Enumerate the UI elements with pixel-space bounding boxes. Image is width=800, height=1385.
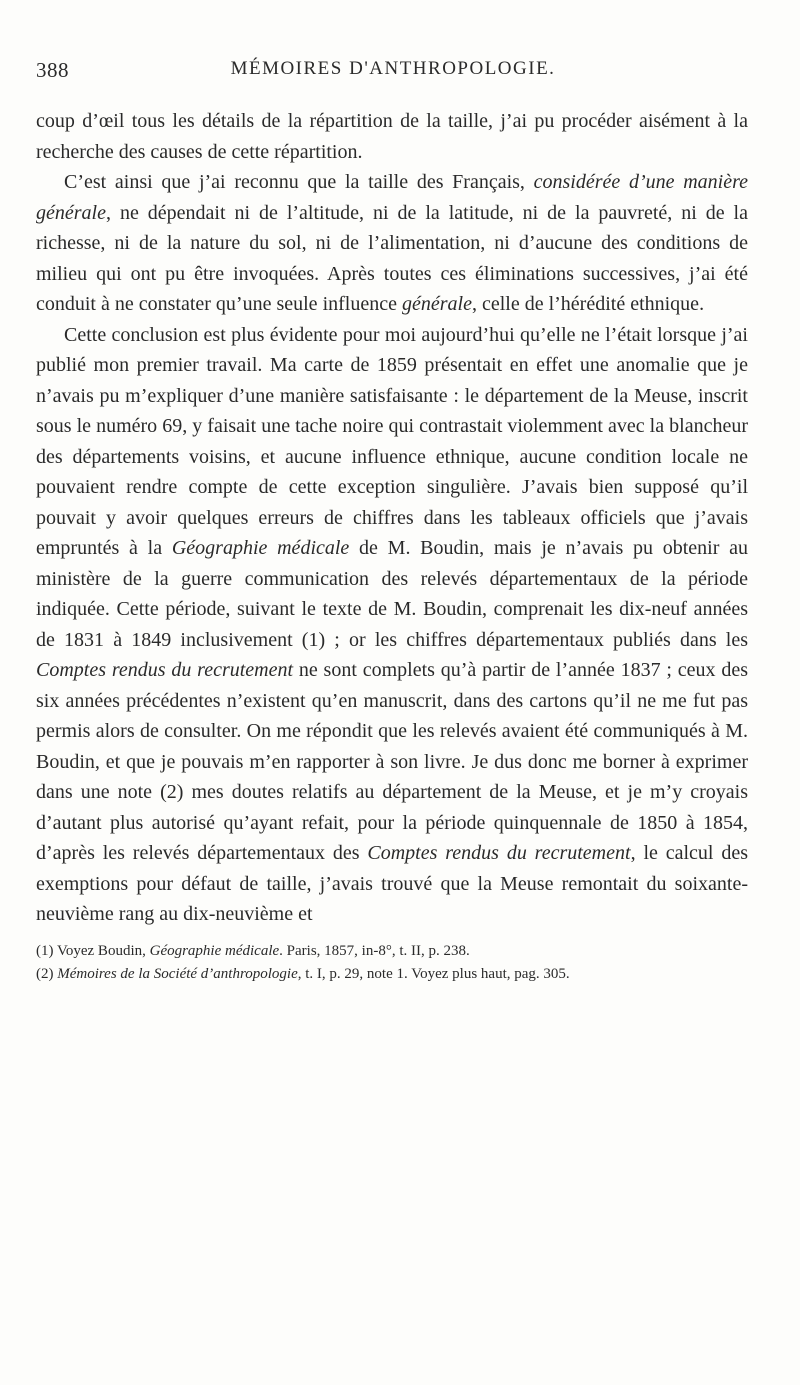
paragraph [36, 167, 748, 320]
footnote [36, 940, 750, 963]
italic-text: Comptes rendus du recrutement [36, 659, 294, 681]
page-header [36, 58, 750, 88]
italic-text: Géographie médicale [149, 943, 280, 959]
italic-text: considérée d’une manière générale [36, 171, 749, 224]
text-run: (1) Voyez Boudin, [36, 943, 150, 959]
text-run: ne sont complets qu’à partir de l’année 1837 ; ceux des six années précédentes n’existent qu’en manuscrit, dans des cartons qu’il ne me fut pas permis alors de consulter. On me répondit que les relevés avaient été communiqués à M. Boudin, et que je pouvais m’en rapporter à son livre. Je dus donc me borner à exprimer dans une note (2) mes doutes relatifs au département de la Meuse, et je m’y croyais d’autant plus autorisé qu’ayant refait, pour la période quinquennale de 1850 à 1854, d’après les relevés départementaux des [36, 659, 749, 864]
text-run: , ne dépendait ni de l’altitude, ni de la latitude, ni de la pauvreté, ni de la richesse, ni de la nature du sol, ni de l’alimentation, ni d’aucune des conditions de milieu qui ont pu être invoquées. Après toutes ces éliminations successives, j’ai été conduit à ne constater qu’une seule influence [36, 201, 748, 315]
paragraph [36, 320, 748, 930]
italic-text: Comptes rendus du recrutement [367, 842, 631, 864]
text-run: , t. I, p. 29, note 1. Voyez plus haut, pag. 305. [297, 966, 570, 982]
text-run: , celle de l’hérédité ethnique. [471, 293, 705, 315]
text-run: de M. Boudin, mais je n’avais pu obtenir au ministère de la guerre communication des relevés départementaux de la période indiquée. Cette période, suivant le texte de M. Boudin, comprenait les dix-neuf années de 1831 à 1849 inclusivement (1) ; or les chiffres départementaux publiés dans les [36, 537, 748, 651]
italic-text: Mémoires de la Société d’anthropologie [57, 966, 298, 982]
text-run: coup d’œil tous les détails de la répartition de la taille, j’ai pu procéder aisément à la recherche des causes de cette répartition. [36, 110, 748, 163]
footnote [36, 963, 750, 986]
footnotes [36, 940, 750, 986]
text-run: . Paris, 1857, in-8°, t. II, p. 238. [279, 943, 470, 959]
text-run: Cette conclusion est plus évidente pour moi aujourd’hui qu’elle ne l’était lorsque j’ai publié mon premier travail. Ma carte de 1859 présentait en effet une anomalie que je n’avais pu m’expliquer d’une manière satisfaisante : le département de la Meuse, inscrit sous le numéro 69, y faisait une tache noire qui contrastait violemment avec la blancheur des départements voisins, et aucune influence ethnique, aucune condition locale ne pouvaient rendre compte de cette exception singulière. J’avais bien supposé qu’il pouvait y avoir quelques erreurs de chiffres dans les tableaux officiels que j’avais empruntés à la [36, 323, 748, 559]
running-head: MÉMOIRES D'ANTHROPOLOGIE. [230, 58, 556, 79]
text-run: , le calcul des exemptions pour défaut de taille, j’avais trouvé que la Meuse remontait du soixante-neuvième rang au dix-neuvième et [36, 842, 748, 925]
text-run: (2) [36, 966, 58, 982]
italic-text: Géographie médicale [171, 537, 350, 559]
body-text [36, 106, 748, 930]
paragraph [36, 106, 748, 167]
page-number: 388 [36, 58, 69, 82]
italic-text: générale [401, 293, 472, 315]
text-run: C’est ainsi que j’ai reconnu que la taille des Français, [64, 171, 534, 193]
